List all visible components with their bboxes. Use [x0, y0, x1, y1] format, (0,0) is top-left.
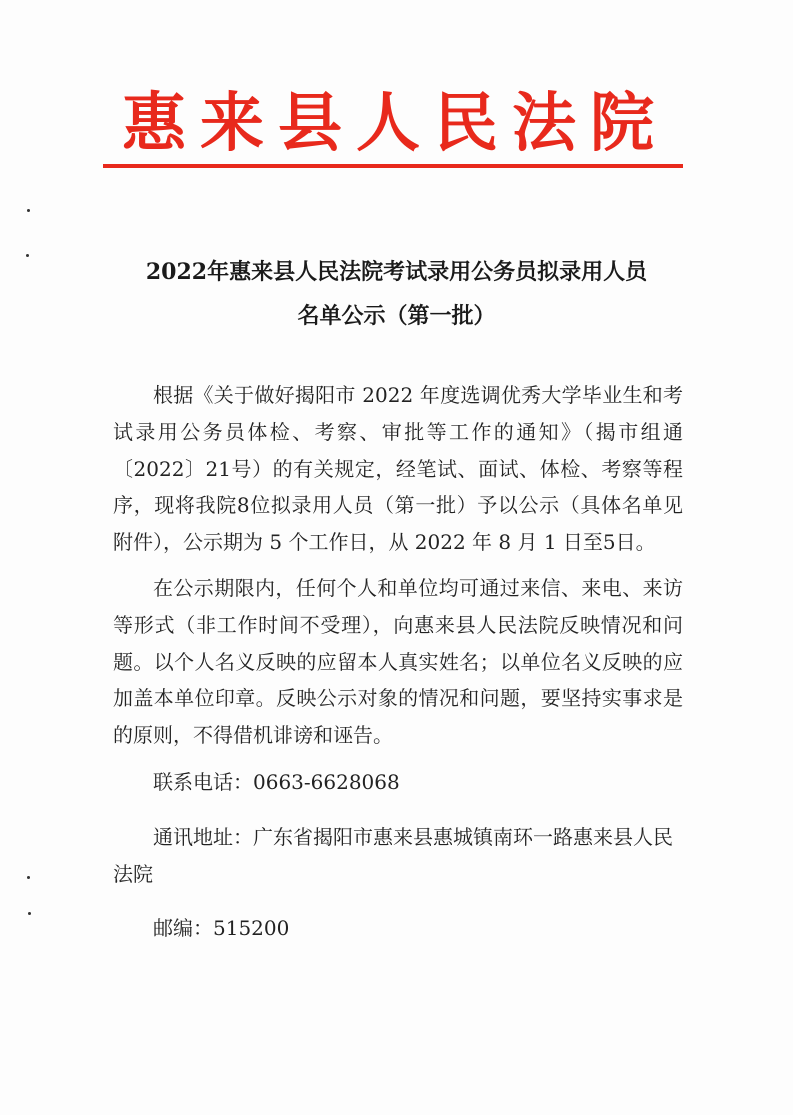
supervision-paragraph: 在公示期限内，任何个人和单位均可通过来信、来电、来访等形式（非工作时间不受理），向惠来县人民法院反映情况和问题。以个人名义反映的应留本人真实姓名；以单位名义反映的应加盖本单位印章。反映公示对象的情况和问题，要坚持实事求是的原则，不得借机诽谤和诬告。 — [113, 575, 683, 748]
court-letterhead: 惠来县人民法院 — [122, 86, 668, 161]
mailing-address: 通讯地址：广东省揭阳市惠来县惠城镇南环一路惠来县人民法院 — [113, 824, 673, 886]
scan-speck — [26, 254, 29, 257]
postal-code: 邮编：515200 — [153, 916, 290, 941]
document-title — [80, 250, 713, 338]
scan-speck — [28, 912, 31, 915]
document-body — [113, 377, 683, 965]
document-title-line-2: 名单公示（第一批） — [297, 303, 496, 329]
contact-phone: 联系电话：0663-6628068 — [153, 769, 400, 794]
document-title-line-1: 2022年惠来县人民法院考试录用公务员拟录用人员 — [145, 259, 648, 285]
scan-speck — [27, 876, 30, 879]
scan-speck — [27, 209, 30, 212]
announcement-paragraph: 根据《关于做好揭阳市 2022 年度选调优秀大学毕业生和考试录用公务员体检、考察、审批等工作的通知》（揭市组通〔2022〕21号）的有关规定，经笔试、面试、体检、考察等程序，现将我院8位拟录用人员（第一批）予以公示（具体名单见附件），公示期为 5 个工作日，从 2022 年 8 月 1 日至5日。 — [113, 383, 683, 555]
letterhead-red-rule — [103, 164, 683, 168]
